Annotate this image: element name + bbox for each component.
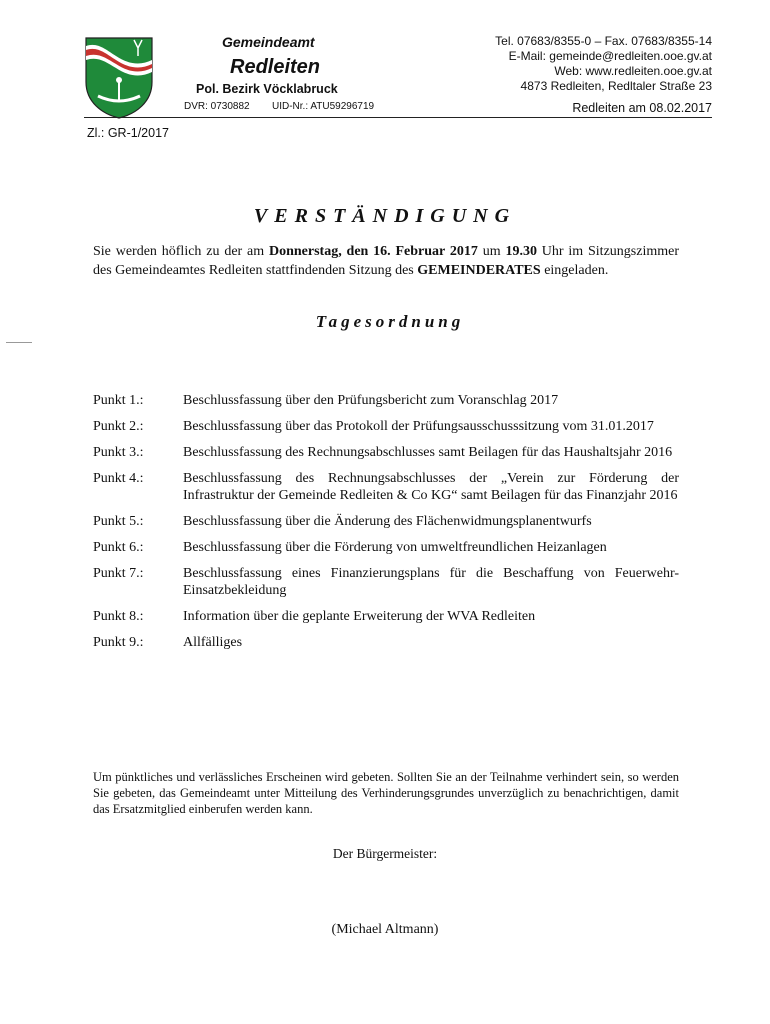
agenda-item-number: Punkt 9.: xyxy=(93,635,144,650)
agenda-item xyxy=(93,565,679,599)
intro-text-4: eingeladen. xyxy=(540,263,609,278)
agenda-item xyxy=(93,539,679,556)
agenda-item-text: Allfälliges xyxy=(183,635,243,650)
meeting-time: 19.30 xyxy=(505,244,537,259)
agenda-item xyxy=(93,392,679,409)
agenda-item-text: Beschlussfassung des Rechnungsabschlusses der „Verein zur Förderung der Infrastruktur der Gemeinde Redleiten & Co KG“ samt Beilagen für das Finanzjahr 2016 xyxy=(183,471,679,503)
intro-text-3: Uhr im Sitzungszimmer des Gemeindeamtes Redleiten stattfindenden Sitzung des xyxy=(93,244,679,278)
header-divider xyxy=(84,117,712,118)
document-title: VERSTÄNDIGUNG xyxy=(253,205,517,227)
town-name: Redleiten xyxy=(230,56,321,78)
email-address: E-Mail: gemeinde@redleiten.ooe.gv.at xyxy=(508,49,712,63)
dvr-number: DVR: 0730882 xyxy=(184,101,250,112)
agenda-item-text: Beschlussfassung über das Protokoll der Prüfungsausschusssitzung vom 31.01.2017 xyxy=(183,419,654,434)
signatory-name: (Michael Altmann) xyxy=(331,922,439,937)
agenda-item-text: Beschlussfassung über die Änderung des Flächenwidmungsplanentwurfs xyxy=(183,514,592,529)
postal-address: 4873 Redleiten, Redltaler Straße 23 xyxy=(520,79,712,93)
agenda-item-number: Punkt 7.: xyxy=(93,566,144,581)
agenda-item-number: Punkt 8.: xyxy=(93,609,144,624)
place-and-date: Redleiten am 08.02.2017 xyxy=(572,101,712,115)
agenda-item-text: Beschlussfassung über den Prüfungsbericht zum Voranschlag 2017 xyxy=(183,393,559,408)
phone-fax: Tel. 07683/8355-0 – Fax. 07683/8355-14 xyxy=(495,34,712,48)
attendance-notice: Um pünktliches und verlässliches Erscheinen wird gebeten. Sollten Sie an der Teilnahme verhindert sein, so werden Sie gebeten, das Gemeindeamt unter Mitteilung des Verhinderungsgrundes unverzüglich zu benachrichtigen, damit das Ersatzmitglied einberufen werden kann. xyxy=(93,770,679,816)
agenda-title: Tagesordnung xyxy=(315,312,465,331)
agenda-item-text: Beschlussfassung über die Förderung von umweltfreundlichen Heizanlagen xyxy=(183,540,607,555)
agenda-item-text: Beschlussfassung des Rechnungsabschlusses samt Beilagen für das Haushaltsjahr 2016 xyxy=(183,445,673,460)
signatory-role: Der Bürgermeister: xyxy=(332,846,438,861)
intro-text-2: um xyxy=(477,244,506,259)
reference-number: Zl.: GR-1/2017 xyxy=(87,126,169,140)
contact-block xyxy=(495,34,712,94)
agenda-item xyxy=(93,444,679,461)
agenda-item-number: Punkt 5.: xyxy=(93,514,144,529)
agenda-item xyxy=(93,513,679,530)
agenda-item-text: Beschlussfassung eines Finanzierungsplans für die Beschaffung von Feuerwehr-Einsatzbekleidung xyxy=(183,566,679,598)
agenda-item xyxy=(93,634,679,651)
agenda-item xyxy=(93,418,679,435)
district-label: Pol. Bezirk Vöcklabruck xyxy=(196,82,338,96)
agenda-item-number: Punkt 6.: xyxy=(93,540,144,555)
meeting-date: Donnerstag, den 16. Februar 2017 xyxy=(268,244,478,259)
agenda-item-number: Punkt 3.: xyxy=(93,445,144,460)
agenda-item xyxy=(93,608,679,625)
agenda-list xyxy=(93,392,679,660)
uid-number: UID-Nr.: ATU59296719 xyxy=(272,101,375,112)
agenda-item-text: Information über die geplante Erweiterung der WVA Redleiten xyxy=(183,609,536,624)
website: Web: www.redleiten.ooe.gv.at xyxy=(554,64,712,78)
agenda-item-number: Punkt 1.: xyxy=(93,393,144,408)
coat-of-arms-icon xyxy=(84,36,154,120)
agenda-item xyxy=(93,470,679,504)
council-name: GEMEINDERATES xyxy=(417,263,541,278)
agenda-item-number: Punkt 4.: xyxy=(93,471,144,486)
office-label: Gemeindeamt xyxy=(222,34,315,50)
invitation-paragraph xyxy=(93,242,679,280)
intro-text-1: Sie werden höflich zu der am xyxy=(93,244,269,259)
margin-mark xyxy=(6,342,32,343)
agenda-item-number: Punkt 2.: xyxy=(93,419,144,434)
